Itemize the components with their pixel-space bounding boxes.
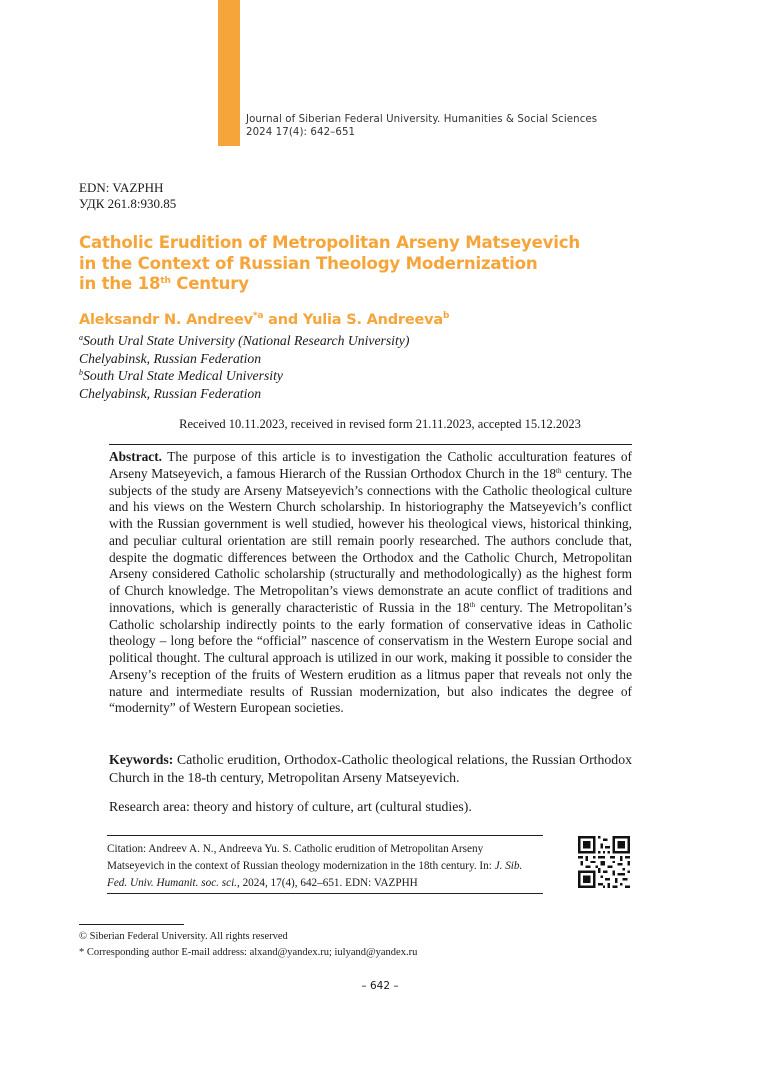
authors: Aleksandr N. Andreev$^{*a}$ and Yulia S. Andreeva$^b$ — [79, 311, 450, 328]
footnotes — [79, 929, 417, 960]
identifiers — [79, 180, 176, 212]
article-title — [79, 233, 599, 295]
citation: Citation: Andreev A. N., Andreeva Yu. S. Catholic erudition of Metropolitan Arseny Matseyevich in the context of Russian theology modernization in the 18th century. In: J. Sib. Fed. Univ. Humanit. soc. sci., 2024, 17(4), 642–651. EDN: VAZPHH — [107, 843, 523, 889]
journal-name: Journal of Siberian Federal University. Humanities & Social Sciences — [246, 114, 598, 125]
affiliation-a-city: Chelyabinsk, Russian Federation — [79, 350, 262, 366]
title-line-1: Catholic Erudition of Metropolitan Arseny Matseyevich — [79, 233, 581, 252]
page-number: – 642 – — [361, 980, 399, 992]
journal-header — [246, 113, 597, 139]
title-line-2: in the Context of Russian Theology Modernization — [79, 253, 538, 273]
keywords: Keywords: Catholic erudition, Orthodox-Catholic theological relations, the Russian Orthodox Church in the 18-th century, Metropolitan Arseny Matseyevich. — [109, 752, 632, 785]
qr-code-icon[interactable] — [578, 836, 630, 888]
author-1: Aleksandr N. Andreev — [79, 312, 253, 328]
received-dates: Received 10.11.2023, received in revised form 21.11.2023, accepted 15.12.2023 — [179, 417, 581, 431]
accent-bar — [218, 0, 240, 146]
affiliation-a-org: $^a$South Ural State University (National Research University) — [79, 333, 410, 348]
udk-code: УДК 261.8:930.85 — [79, 196, 177, 211]
citation-top-rule — [107, 835, 543, 836]
keywords-label: Keywords: — [109, 752, 174, 767]
citation-bottom-rule — [107, 893, 543, 894]
journal-issue: 2024 17(4): 642–651 — [246, 127, 356, 138]
corresponding-author-note: * Corresponding author E-mail address: alxand@yandex.ru; iulyand@yandex.ru — [79, 946, 418, 958]
affiliations — [79, 332, 409, 402]
author-2: Yulia S. Andreeva — [302, 312, 443, 328]
edn-code: EDN: VAZPHH — [79, 180, 164, 195]
affiliation-b-city: Chelyabinsk, Russian Federation — [79, 385, 262, 401]
copyright-note: © Siberian Federal University. All rights reserved — [79, 931, 288, 942]
abstract-label: Abstract. — [109, 449, 162, 464]
abstract: Abstract. The purpose of this article is to investigation the Catholic acculturation features of Arseny Matseyevich, a famous Hierarch of the Russian Orthodox Church in the 18th century. The subjects of the study are Arseny Matseyevich’s connections with the Catholic theological culture and his views on the Western Church scholarship. In historiography the Matseyevich’s conflict with the Russian government is well studied, however his theological views, historical thinking, and peculiar cultural orientation are still remain poorly researched. The authors conclude that, despite the dogmatic differences between the Orthodox and the Catholic Church, Metropolitan Arseny considered Catholic scholarship (structurally and methodologically) as the highest form of Church knowledge. The Metropolitan’s views demonstrate an acute conflict of traditions and innovations, which is generally characteristic of Russia in the 18th century. The Metropolitan’s Catholic scholarship indirectly points to the early formation of conservative ideas in Catholic theology – long before the “official” nascence of conservatism in the Western Europe social and political thought. The cultural approach is utilized in our work, making it possible to consider the Arseny’s reception of the fruits of Western erudition as a litmus paper that reveals not only the nature and intermediate results of Russian modernization, but also indicates the degree of “modernity” of Western European societies. — [109, 449, 632, 716]
affiliation-b-org: $^b$South Ural State Medical University — [79, 368, 283, 383]
research-area: Research area: theory and history of culture, art (cultural studies). — [109, 799, 472, 814]
title-line-3: in the 18th Century — [79, 274, 249, 293]
footnote-rule — [79, 924, 184, 925]
abstract-top-rule — [109, 444, 632, 445]
